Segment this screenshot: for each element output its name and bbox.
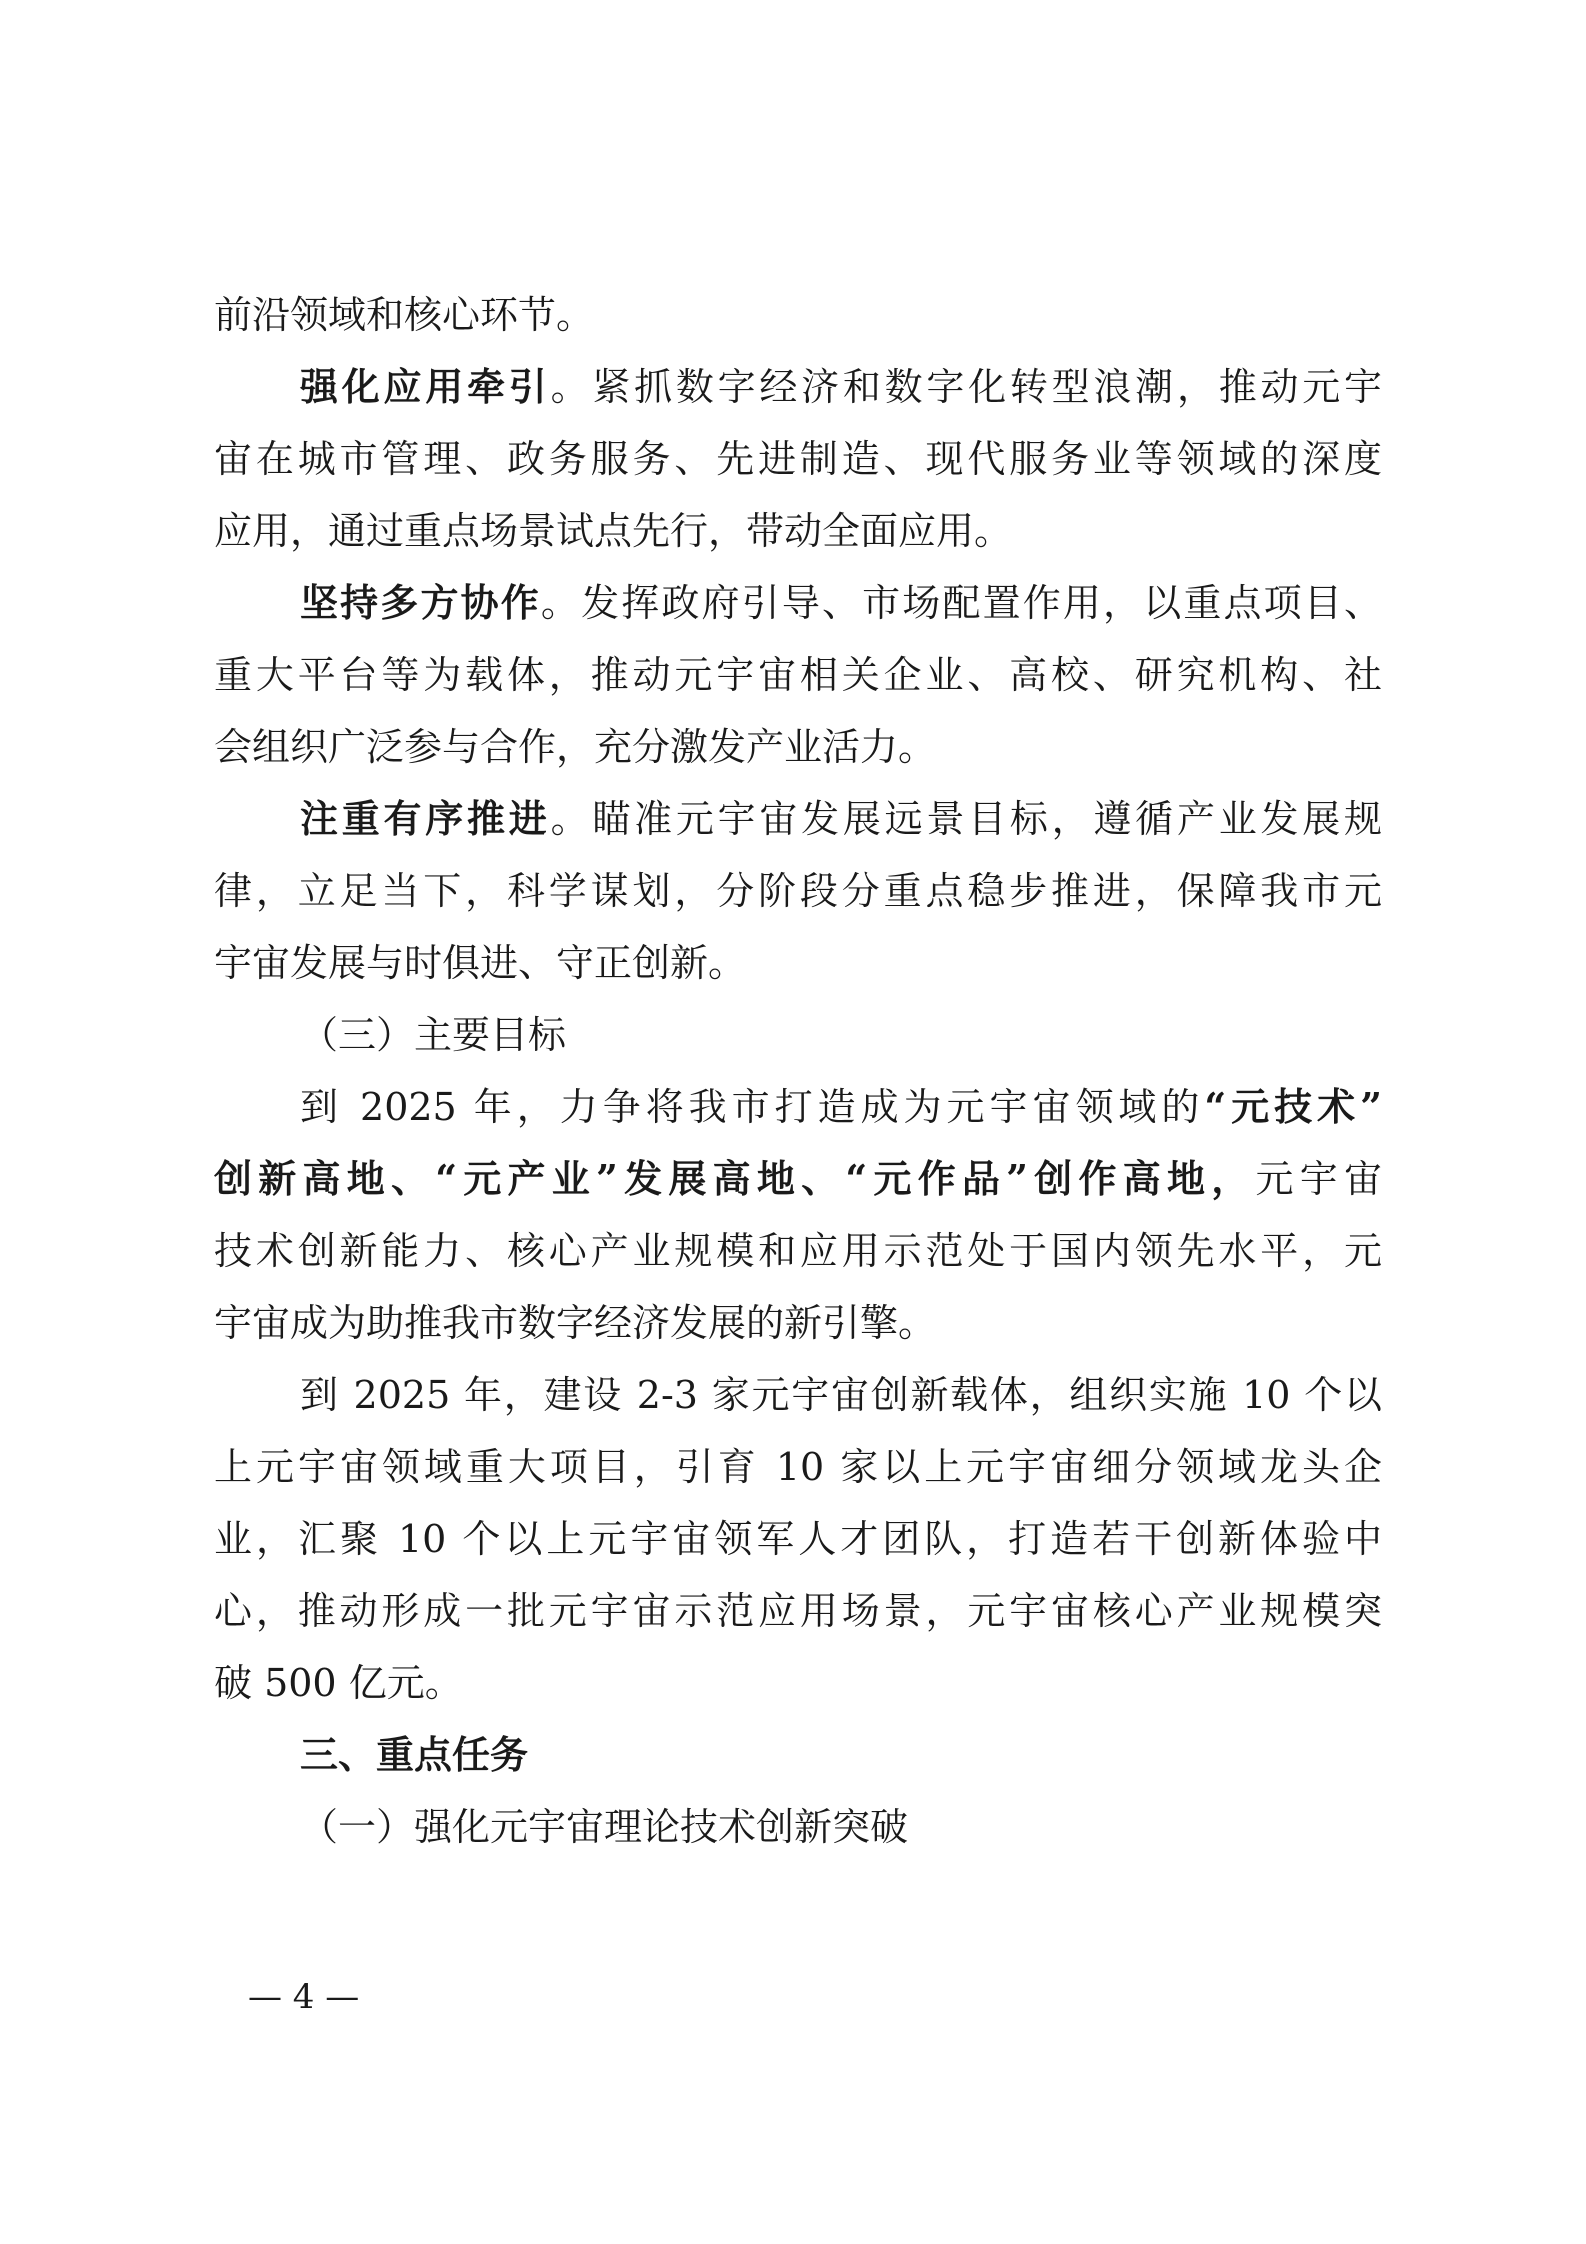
paragraph-line: 技术创新能力、核心产业规模和应用示范处于国内领先水平，元 — [214, 1229, 1382, 1273]
paragraph-heading: 坚持多方协作 — [300, 580, 541, 625]
paragraph-heading: 注重有序推进 — [300, 796, 551, 841]
section-heading: 三、重点任务 — [300, 1732, 529, 1777]
paragraph-line: 重大平台等为载体，推动元宇宙相关企业、高校、研究机构、社 — [214, 653, 1382, 697]
paragraph-line: 律，立足当下，科学谋划，分阶段分重点稳步推进，保障我市元 — [214, 869, 1382, 913]
paragraph-text: 元宇宙 — [1255, 1157, 1382, 1201]
page-number: — 4 — — [248, 1977, 360, 2017]
paragraph-line — [300, 362, 1382, 412]
paragraph-line: 宙在城市管理、政务服务、先进制造、现代服务业等领域的深度 — [214, 437, 1382, 481]
paragraph-line: 破 500 亿元。 — [214, 1661, 463, 1705]
paragraph-line: 前沿领域和核心环节。 — [214, 293, 595, 337]
paragraph-line: 宇宙成为助推我市数字经济发展的新引擎。 — [214, 1301, 937, 1345]
paragraph-line — [214, 1154, 1382, 1204]
paragraph-line: 上元宇宙领域重大项目，引育 10 家以上元宇宙细分领域龙头企 — [214, 1445, 1382, 1489]
paragraph-heading: 强化应用牵引 — [300, 364, 551, 409]
emphasis-text: “元技术” — [1204, 1084, 1382, 1129]
paragraph-line: 到 2025 年，建设 2-3 家元宇宙创新载体，组织实施 10 个以 — [300, 1373, 1382, 1417]
paragraph-text: 。紧抓数字经济和数字化转型浪潮，推动元宇 — [550, 365, 1382, 409]
paragraph-line — [300, 578, 1382, 628]
paragraph-line: 业，汇聚 10 个以上元宇宙领军人才团队，打造若干创新体验中 — [214, 1517, 1382, 1561]
paragraph-line: 心，推动形成一批元宇宙示范应用场景，元宇宙核心产业规模突 — [214, 1589, 1382, 1633]
paragraph-text: 。发挥政府引导、市场配置作用，以重点项目、 — [540, 581, 1382, 625]
paragraph-line: 会组织广泛参与合作，充分激发产业活力。 — [214, 725, 937, 769]
paragraph-text: 。瞄准元宇宙发展远景目标，遵循产业发展规 — [550, 797, 1382, 841]
paragraph-line: 宇宙发展与时俱进、守正创新。 — [214, 941, 747, 985]
paragraph-line: 应用，通过重点场景试点先行，带动全面应用。 — [214, 509, 1013, 553]
paragraph-line — [300, 794, 1382, 844]
paragraph-line — [300, 1082, 1382, 1132]
emphasis-text: 创新高地、“元产业”发展高地、“元作品”创作高地， — [214, 1156, 1256, 1201]
subsection-heading: （一）强化元宇宙理论技术创新突破 — [300, 1805, 909, 1849]
paragraph-text: 到 2025 年，力争将我市打造成为元宇宙领域的 — [300, 1085, 1205, 1129]
subsection-heading: （三）主要目标 — [300, 1013, 567, 1057]
